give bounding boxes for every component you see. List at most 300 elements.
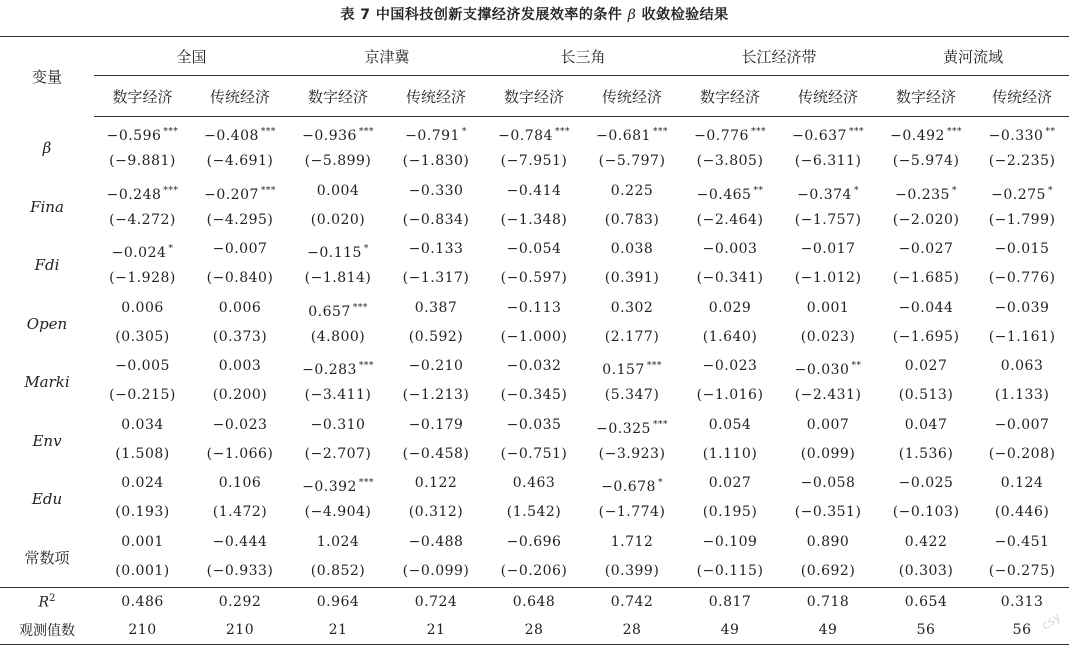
coefficient: 0.463 xyxy=(512,475,556,492)
significance-stars: * xyxy=(168,244,174,255)
coefficient: 0.006 xyxy=(218,299,262,316)
t-statistic: (−1.757) xyxy=(794,211,862,228)
t-statistic: (−1.695) xyxy=(892,328,960,345)
table-cell xyxy=(975,470,1069,529)
column-header: 传统经济 xyxy=(583,76,681,117)
t-statistic: (0.783) xyxy=(604,211,660,228)
table-row xyxy=(0,236,1069,295)
significance-stars: *** xyxy=(163,127,179,138)
table-cell xyxy=(387,295,485,354)
t-statistic: (4.800) xyxy=(310,328,366,345)
significance-stars: * xyxy=(363,244,369,255)
region-header: 京津冀 xyxy=(289,37,485,76)
variable-name: Marki xyxy=(24,373,70,392)
table-cell xyxy=(975,117,1069,178)
table-cell: 210 xyxy=(191,616,289,645)
t-statistic: (−5.797) xyxy=(598,153,666,170)
table-cell xyxy=(485,529,583,588)
variable-superscript: 2 xyxy=(49,593,56,605)
region-header: 黄河流域 xyxy=(877,37,1069,76)
table-cell: 210 xyxy=(94,616,191,645)
coefficient: −0.027 xyxy=(898,241,954,258)
significance-stars: * xyxy=(461,127,467,138)
coefficient: −0.207 xyxy=(204,186,259,203)
coefficient: 0.106 xyxy=(218,475,262,492)
table-cell xyxy=(289,295,387,354)
table-cell xyxy=(975,295,1069,354)
table-cell xyxy=(191,529,289,588)
t-statistic: (−4.904) xyxy=(304,504,372,521)
significance-stars: *** xyxy=(652,419,668,430)
table-cell xyxy=(387,178,485,237)
table-cell xyxy=(583,236,681,295)
t-statistic: (−0.275) xyxy=(988,562,1056,579)
t-statistic: (−0.840) xyxy=(206,270,274,287)
table-title-prefix: 表 7 中国科技创新支撑经济发展效率的条件 xyxy=(340,7,628,23)
t-statistic: (1.472) xyxy=(212,504,268,521)
table-cell xyxy=(485,236,583,295)
table-cell xyxy=(485,353,583,412)
variable-header: 变量 xyxy=(0,37,94,117)
table-cell xyxy=(387,412,485,471)
coefficient: −0.696 xyxy=(506,533,562,550)
t-statistic: (−1.213) xyxy=(402,387,470,404)
coefficient: −0.637 xyxy=(792,128,847,145)
table-cell xyxy=(583,178,681,237)
region-header: 长江经济带 xyxy=(681,37,877,76)
t-statistic: (1.542) xyxy=(506,504,562,521)
table-cell: 49 xyxy=(681,616,779,645)
coefficient: −0.025 xyxy=(898,475,954,492)
t-statistic: (1.536) xyxy=(898,445,954,462)
table-cell xyxy=(94,470,191,529)
t-statistic: (−0.834) xyxy=(402,211,470,228)
t-statistic: (1.508) xyxy=(115,445,170,462)
coefficient: −0.492 xyxy=(890,128,945,145)
table-cell xyxy=(387,117,485,178)
significance-stars: *** xyxy=(358,361,374,372)
table-cell xyxy=(387,353,485,412)
coefficient: −0.210 xyxy=(408,358,464,375)
table-cell xyxy=(877,178,975,237)
table-cell: 0.292 xyxy=(191,588,289,617)
coefficient: −0.325 xyxy=(596,420,651,437)
coefficient: 0.038 xyxy=(610,241,654,258)
variable-name: Env xyxy=(32,431,62,450)
table-row xyxy=(0,529,1069,588)
table-cell xyxy=(779,353,877,412)
coefficient: −0.275 xyxy=(991,186,1046,203)
significance-stars: *** xyxy=(260,127,276,138)
table-title xyxy=(0,2,1069,28)
table-cell xyxy=(975,178,1069,237)
variable-name: Fdi xyxy=(34,256,60,275)
coefficient: −0.133 xyxy=(408,241,464,258)
table-cell xyxy=(877,529,975,588)
t-statistic: (−1.016) xyxy=(696,387,764,404)
t-statistic: (−2.020) xyxy=(892,211,960,228)
coefficient: −0.003 xyxy=(702,241,758,258)
coefficient: 0.054 xyxy=(708,416,752,433)
column-header: 传统经济 xyxy=(779,76,877,117)
t-statistic: (−2.235) xyxy=(988,153,1056,170)
t-statistic: (−5.899) xyxy=(304,153,372,170)
region-header: 长三角 xyxy=(485,37,681,76)
coefficient: 0.124 xyxy=(1000,475,1044,492)
t-statistic: (0.373) xyxy=(212,328,268,345)
coefficient: 0.063 xyxy=(1000,358,1044,375)
coefficient: 0.029 xyxy=(708,299,752,316)
coefficient: −0.936 xyxy=(302,128,357,145)
coefficient: −0.776 xyxy=(694,128,749,145)
table-cell xyxy=(877,295,975,354)
coefficient: −0.005 xyxy=(115,358,170,375)
variable-name: β xyxy=(42,139,52,157)
significance-stars: *** xyxy=(946,127,962,138)
coefficient: 0.034 xyxy=(121,416,164,433)
t-statistic: (−4.272) xyxy=(109,211,176,228)
table-cell xyxy=(779,295,877,354)
coefficient: −0.058 xyxy=(800,475,856,492)
coefficient: −0.007 xyxy=(212,241,268,258)
significance-stars: ** xyxy=(1045,127,1056,138)
coefficient: 0.027 xyxy=(904,358,948,375)
variable-label: R xyxy=(38,594,50,611)
t-statistic: (−5.974) xyxy=(892,153,960,170)
t-statistic: (−1.348) xyxy=(500,211,568,228)
t-statistic: (−0.103) xyxy=(892,504,960,521)
t-statistic: (−0.751) xyxy=(500,445,568,462)
table-row xyxy=(0,470,1069,529)
coefficient: −0.017 xyxy=(800,241,856,258)
table-cell xyxy=(877,470,975,529)
t-statistic: (−0.341) xyxy=(696,270,764,287)
t-statistic: (2.177) xyxy=(604,328,660,345)
column-header: 传统经济 xyxy=(191,76,289,117)
coefficient: 0.001 xyxy=(806,299,850,316)
t-statistic: (−1.685) xyxy=(892,270,960,287)
table-cell: 0.313 xyxy=(975,588,1069,617)
table-row xyxy=(0,295,1069,354)
table-cell xyxy=(779,529,877,588)
coefficient: 0.302 xyxy=(610,299,654,316)
table-cell xyxy=(681,353,779,412)
t-statistic: (−9.881) xyxy=(109,153,176,170)
column-header: 数字经济 xyxy=(94,76,191,117)
coefficient: −0.310 xyxy=(310,416,366,433)
coefficient: 0.003 xyxy=(218,358,262,375)
coefficient: −0.392 xyxy=(302,479,357,496)
table-cell xyxy=(583,529,681,588)
table-cell xyxy=(877,353,975,412)
table-cell xyxy=(583,295,681,354)
table-cell xyxy=(779,236,877,295)
significance-stars: *** xyxy=(352,302,368,313)
t-statistic: (−2.431) xyxy=(794,387,862,404)
t-statistic: (0.399) xyxy=(604,562,660,579)
variable-name: 常数项 xyxy=(24,549,70,568)
table-cell: 0.718 xyxy=(779,588,877,617)
table-cell xyxy=(191,412,289,471)
coefficient: −0.179 xyxy=(408,416,464,433)
t-statistic: (−1.774) xyxy=(598,504,666,521)
table-cell xyxy=(779,178,877,237)
table-cell xyxy=(191,236,289,295)
coefficient: 0.225 xyxy=(610,182,654,199)
coefficient: −0.248 xyxy=(106,186,162,203)
table-cell: 21 xyxy=(289,616,387,645)
column-header: 传统经济 xyxy=(975,76,1069,117)
t-statistic: (−1.928) xyxy=(109,270,176,287)
table-cell xyxy=(681,295,779,354)
table-cell xyxy=(387,529,485,588)
table-cell xyxy=(681,117,779,178)
t-statistic: (0.305) xyxy=(115,328,170,345)
t-statistic: (0.592) xyxy=(408,328,464,345)
table-cell xyxy=(877,117,975,178)
table-cell: 28 xyxy=(485,616,583,645)
t-statistic: (0.312) xyxy=(408,504,464,521)
table-row xyxy=(0,353,1069,412)
table-cell xyxy=(681,178,779,237)
t-statistic: (0.200) xyxy=(212,387,268,404)
variable-name xyxy=(0,616,94,645)
t-statistic: (1.640) xyxy=(702,328,758,345)
t-statistic: (−1.799) xyxy=(988,211,1056,228)
coefficient: −0.054 xyxy=(506,241,562,258)
t-statistic: (0.099) xyxy=(800,445,856,462)
t-statistic: (0.446) xyxy=(994,504,1050,521)
table-cell: 56 xyxy=(877,616,975,645)
table-cell: 0.486 xyxy=(94,588,191,617)
significance-stars: * xyxy=(951,185,957,196)
coefficient: −0.451 xyxy=(994,533,1050,550)
t-statistic: (−3.411) xyxy=(304,387,372,404)
column-header: 数字经济 xyxy=(289,76,387,117)
table-cell xyxy=(583,353,681,412)
t-statistic: (−1.830) xyxy=(402,153,470,170)
significance-stars: *** xyxy=(646,361,662,372)
table-cell xyxy=(289,412,387,471)
table-cell xyxy=(877,236,975,295)
table-cell xyxy=(94,236,191,295)
variable-label: 观测值数 xyxy=(19,623,75,639)
t-statistic: (−0.099) xyxy=(402,562,470,579)
table-cell xyxy=(681,412,779,471)
significance-stars: * xyxy=(1047,185,1053,196)
coefficient: 0.027 xyxy=(708,475,752,492)
table-cell xyxy=(289,470,387,529)
column-header: 数字经济 xyxy=(877,76,975,117)
significance-stars: * xyxy=(853,185,859,196)
coefficient: 1.024 xyxy=(316,533,360,550)
coefficient: −0.596 xyxy=(106,128,162,145)
table-cell xyxy=(975,529,1069,588)
coefficient: −0.023 xyxy=(212,416,268,433)
significance-stars: * xyxy=(657,478,663,489)
table-cell xyxy=(583,117,681,178)
table-cell xyxy=(779,117,877,178)
t-statistic: (−2.707) xyxy=(304,445,372,462)
t-statistic: (0.193) xyxy=(115,504,170,521)
t-statistic: (−0.206) xyxy=(500,562,568,579)
coefficient: −0.109 xyxy=(702,533,758,550)
coefficient: −0.374 xyxy=(797,186,852,203)
coefficient: −0.039 xyxy=(994,299,1050,316)
table-cell xyxy=(975,412,1069,471)
coefficient: −0.791 xyxy=(405,128,460,145)
table-title-suffix: 收敛检验结果 xyxy=(636,7,729,23)
t-statistic: (−0.597) xyxy=(500,270,568,287)
coefficient: −0.330 xyxy=(988,128,1044,145)
table-cell xyxy=(94,412,191,471)
t-statistic: (−0.933) xyxy=(206,562,274,579)
table-cell xyxy=(191,178,289,237)
coefficient: −0.330 xyxy=(408,182,464,199)
t-statistic: (−0.345) xyxy=(500,387,568,404)
table-cell xyxy=(289,353,387,412)
table-cell xyxy=(583,470,681,529)
table-cell xyxy=(289,236,387,295)
coefficient: 0.387 xyxy=(414,299,458,316)
table-cell: 21 xyxy=(387,616,485,645)
table-cell: 0.654 xyxy=(877,588,975,617)
t-statistic: (−3.923) xyxy=(598,445,666,462)
coefficient: −0.283 xyxy=(302,362,357,379)
coefficient: −0.444 xyxy=(212,533,268,550)
coefficient: 0.001 xyxy=(121,533,164,550)
t-statistic: (−4.295) xyxy=(206,211,274,228)
t-statistic: (−0.115) xyxy=(696,562,764,579)
coefficient: −0.044 xyxy=(898,299,954,316)
table-cell xyxy=(94,117,191,178)
significance-stars: *** xyxy=(358,127,374,138)
table-cell xyxy=(191,117,289,178)
t-statistic: (0.852) xyxy=(310,562,366,579)
column-header: 数字经济 xyxy=(485,76,583,117)
table-cell: 0.724 xyxy=(387,588,485,617)
t-statistic: (−4.691) xyxy=(206,153,274,170)
table-cell: 49 xyxy=(779,616,877,645)
t-statistic: (0.692) xyxy=(800,562,856,579)
table-cell: 0.817 xyxy=(681,588,779,617)
t-statistic: (−0.458) xyxy=(402,445,470,462)
coefficient: 0.890 xyxy=(806,533,850,550)
table-cell: 0.742 xyxy=(583,588,681,617)
coefficient: −0.488 xyxy=(408,533,464,550)
table-cell: 56 xyxy=(975,616,1069,645)
region-header: 全国 xyxy=(94,37,289,76)
table-cell xyxy=(485,412,583,471)
coefficient: −0.465 xyxy=(696,186,752,203)
coefficient: −0.784 xyxy=(498,128,553,145)
table-cell xyxy=(779,470,877,529)
coefficient: −0.414 xyxy=(506,182,562,199)
table-cell xyxy=(289,178,387,237)
coefficient: −0.015 xyxy=(994,241,1050,258)
variable-name: Fina xyxy=(30,197,64,216)
table-cell xyxy=(975,236,1069,295)
column-header: 传统经济 xyxy=(387,76,485,117)
table-cell xyxy=(387,470,485,529)
significance-stars: ** xyxy=(851,361,862,372)
table-cell xyxy=(289,117,387,178)
coefficient: −0.023 xyxy=(702,358,758,375)
table-cell xyxy=(94,529,191,588)
table-cell xyxy=(191,470,289,529)
coefficient: 0.157 xyxy=(602,362,645,379)
t-statistic: (0.391) xyxy=(604,270,660,287)
significance-stars: *** xyxy=(750,127,766,138)
table-cell xyxy=(485,117,583,178)
table-cell xyxy=(191,295,289,354)
coefficient: −0.115 xyxy=(307,245,362,262)
t-statistic: (1.133) xyxy=(994,387,1050,404)
table-cell: 0.964 xyxy=(289,588,387,617)
variable-name xyxy=(0,588,94,617)
table-row xyxy=(0,588,1069,617)
table-row xyxy=(0,117,1069,178)
t-statistic: (−1.161) xyxy=(988,328,1056,345)
t-statistic: (−0.351) xyxy=(794,504,862,521)
coefficient: 1.712 xyxy=(610,533,654,550)
table-title-beta: β xyxy=(627,7,637,23)
table-cell: 0.648 xyxy=(485,588,583,617)
t-statistic: (−1.000) xyxy=(500,328,568,345)
t-statistic: (0.195) xyxy=(702,504,758,521)
significance-stars: *** xyxy=(163,185,179,196)
t-statistic: (0.001) xyxy=(115,562,170,579)
coefficient: 0.122 xyxy=(414,475,458,492)
significance-stars: ** xyxy=(753,185,764,196)
t-statistic: (1.110) xyxy=(702,445,758,462)
t-statistic: (−0.776) xyxy=(988,270,1056,287)
table-cell xyxy=(485,470,583,529)
table-cell xyxy=(94,353,191,412)
table-cell xyxy=(877,412,975,471)
table-row xyxy=(0,616,1069,645)
t-statistic: (−1.814) xyxy=(304,270,372,287)
coefficient: −0.030 xyxy=(794,362,850,379)
coefficient: −0.678 xyxy=(601,479,656,496)
significance-stars: *** xyxy=(554,127,570,138)
coefficient: 0.422 xyxy=(904,533,948,550)
t-statistic: (−1.066) xyxy=(206,445,274,462)
table-cell xyxy=(681,529,779,588)
coefficient: 0.006 xyxy=(121,299,164,316)
coefficient: −0.681 xyxy=(596,128,651,145)
coefficient: 0.024 xyxy=(121,475,164,492)
column-header: 数字经济 xyxy=(681,76,779,117)
significance-stars: *** xyxy=(652,127,668,138)
t-statistic: (5.347) xyxy=(604,387,660,404)
coefficient: −0.007 xyxy=(994,416,1050,433)
watermark: csy xyxy=(1038,609,1064,633)
coefficient: −0.032 xyxy=(506,358,562,375)
coefficient: −0.024 xyxy=(111,245,167,262)
t-statistic: (−0.208) xyxy=(988,445,1056,462)
table-cell xyxy=(681,236,779,295)
t-statistic: (0.303) xyxy=(898,562,954,579)
t-statistic: (−3.805) xyxy=(696,153,764,170)
coefficient: 0.007 xyxy=(806,416,850,433)
significance-stars: *** xyxy=(358,478,374,489)
table-cell xyxy=(191,353,289,412)
table-cell xyxy=(94,295,191,354)
results-table xyxy=(0,36,1069,645)
t-statistic: (0.020) xyxy=(310,211,366,228)
coefficient: 0.004 xyxy=(316,182,360,199)
